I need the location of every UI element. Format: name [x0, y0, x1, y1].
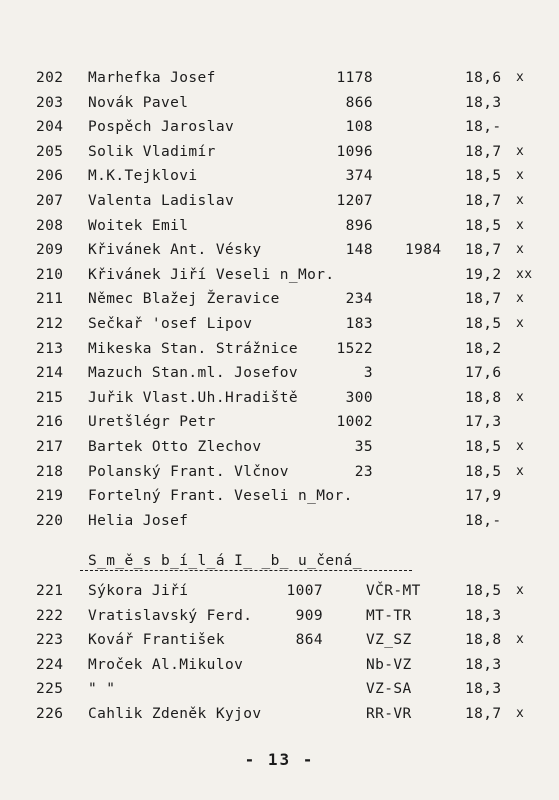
ring-number: 866 — [345, 94, 373, 111]
member-name: Polanský Frant. Vlčnov — [88, 463, 289, 480]
list-row — [0, 144, 559, 168]
member-name: Uretšlégr Petr — [88, 414, 216, 431]
ring-number: 300 — [345, 389, 373, 406]
row-number: 220 — [36, 512, 64, 529]
grade-value: 18,3 — [465, 607, 502, 624]
section-heading: S_m_ě_s b_í_l_á I_ _b_ u_čená_ — [88, 553, 362, 569]
ring-number: 108 — [345, 119, 373, 136]
member-name: Sýkora Jiří — [88, 583, 189, 599]
row-number: 213 — [36, 340, 64, 357]
grade-value: 18,8 — [465, 632, 502, 649]
member-name: Pospěch Jaroslav — [88, 119, 235, 136]
list-row — [0, 657, 559, 681]
grade-value: 17,3 — [465, 414, 502, 431]
list-row — [0, 267, 559, 291]
member-name: Cahlik Zdeněk Kyjov — [88, 706, 262, 722]
mark: x — [516, 389, 525, 405]
list-row — [0, 488, 559, 512]
grade-value: 18,7 — [465, 706, 502, 722]
member-name: Solik Vladimír — [88, 143, 216, 160]
mark: x — [516, 316, 525, 331]
mark: x — [516, 632, 525, 648]
grade-value: 18,5 — [465, 217, 502, 234]
member-name: Marhefka Josef — [88, 70, 216, 86]
grade-value: 17,9 — [465, 488, 502, 505]
ring-number: 1096 — [336, 143, 373, 160]
row-number: 217 — [36, 439, 64, 455]
member-name: Mazuch Stan.ml. Josefov — [88, 365, 298, 382]
route-code: RR-VR — [366, 706, 412, 722]
mark: x — [516, 168, 525, 184]
ring-number: 35 — [354, 439, 373, 455]
row-number: 216 — [36, 414, 64, 431]
list-row — [0, 632, 559, 656]
route-code: VČR-MT — [366, 583, 421, 599]
member-name: Mikeska Stan. Strážnice — [88, 340, 298, 357]
ring-number: 909 — [295, 607, 323, 624]
grade-value: 18,7 — [465, 193, 502, 209]
ring-number: 864 — [295, 632, 323, 649]
grade-value: 18,5 — [465, 316, 502, 332]
member-name: Juřik Vlast.Uh.Hradiště — [88, 389, 298, 406]
list-row — [0, 341, 559, 365]
row-number: 209 — [36, 242, 64, 259]
grade-value: 18,3 — [465, 94, 502, 111]
grade-value: 18,7 — [465, 242, 502, 259]
grade-value: 18,6 — [465, 70, 502, 86]
mark: x — [516, 291, 525, 307]
member-name: Bartek Otto Zlechov — [88, 439, 262, 455]
grade-value: 18,7 — [465, 291, 502, 308]
row-number: 214 — [36, 365, 64, 382]
member-name: Křivánek Ant. Vésky — [88, 242, 262, 259]
list-row — [0, 291, 559, 315]
grade-value: 18,5 — [465, 439, 502, 455]
route-code: Nb-VZ — [366, 656, 412, 673]
ring-number: 1007 — [286, 583, 323, 599]
grade-value: 17,6 — [465, 365, 502, 382]
member-name: Vratislavský Ferd. — [88, 607, 253, 624]
list-row — [0, 414, 559, 438]
row-number: 205 — [36, 143, 64, 160]
row-number: 204 — [36, 119, 64, 136]
member-name: M.K.Tejklovi — [88, 168, 198, 185]
list-row — [0, 70, 559, 94]
route-code: VZ_SZ — [366, 632, 412, 649]
member-name: Křivánek Jiří Veseli n_Mor. — [88, 266, 335, 283]
list-row — [0, 168, 559, 192]
year: 1984 — [405, 242, 442, 259]
list-row — [0, 464, 559, 488]
member-name: Sečkař 'osef Lipov — [88, 316, 253, 332]
list-row — [0, 439, 559, 463]
row-number: 210 — [36, 266, 64, 283]
mark: x — [516, 439, 525, 454]
grade-value: 18,5 — [465, 168, 502, 185]
grade-value: 18,- — [465, 512, 502, 529]
ring-number: 183 — [345, 316, 373, 332]
list-row — [0, 390, 559, 414]
ring-number: 1207 — [336, 193, 373, 209]
ring-number: 896 — [345, 217, 373, 234]
member-name: Fortelný Frant. Veseli n_Mor. — [88, 488, 353, 505]
row-number: 212 — [36, 316, 64, 332]
member-name: Kovář František — [88, 632, 225, 649]
member-name: Valenta Ladislav — [88, 193, 235, 209]
row-number: 202 — [36, 70, 64, 86]
mark: x — [516, 463, 525, 479]
mark: x — [516, 217, 525, 233]
grade-value: 18,5 — [465, 463, 502, 480]
list-row — [0, 681, 559, 705]
list-row — [0, 583, 559, 607]
ring-number: 234 — [345, 291, 373, 308]
mark: x — [516, 193, 525, 208]
ring-number: 3 — [363, 365, 373, 382]
member-name: " " — [88, 681, 116, 698]
row-number: 211 — [36, 291, 64, 308]
mark: x — [516, 706, 525, 721]
list-row — [0, 316, 559, 340]
list-row — [0, 242, 559, 266]
mark: x — [516, 70, 525, 85]
row-number: 225 — [36, 681, 64, 698]
grade-value: 18,5 — [465, 583, 502, 599]
member-name: Němec Blažej Žeravice — [88, 291, 280, 308]
row-number: 224 — [36, 656, 64, 673]
row-number: 221 — [36, 583, 64, 599]
section-underline — [80, 570, 412, 571]
list-row — [0, 119, 559, 143]
list-row — [0, 706, 559, 730]
list-row — [0, 608, 559, 632]
grade-value: 18,3 — [465, 681, 502, 698]
ring-number: 374 — [345, 168, 373, 185]
ring-number: 1002 — [336, 414, 373, 431]
row-number: 223 — [36, 632, 64, 649]
row-number: 208 — [36, 217, 64, 234]
mark: x — [516, 242, 525, 258]
list-row — [0, 513, 559, 537]
member-name: Novák Pavel — [88, 94, 189, 111]
list-row — [0, 218, 559, 242]
grade-value: 18,8 — [465, 389, 502, 406]
grade-value: 18,7 — [465, 143, 502, 160]
list-row — [0, 193, 559, 217]
row-number: 222 — [36, 607, 64, 624]
grade-value: 18,- — [465, 119, 502, 136]
member-name: Mroček Al.Mikulov — [88, 656, 244, 673]
list-row — [0, 365, 559, 389]
mark: xx — [516, 266, 533, 282]
ring-number: 148 — [345, 242, 373, 259]
row-number: 203 — [36, 94, 64, 111]
row-number: 219 — [36, 488, 64, 505]
mark: x — [516, 583, 525, 598]
ring-number: 1522 — [336, 340, 373, 357]
route-code: VZ-SA — [366, 681, 412, 698]
ring-number: 23 — [354, 463, 373, 480]
row-number: 218 — [36, 463, 64, 480]
member-name: Woitek Emil — [88, 217, 189, 234]
row-number: 207 — [36, 193, 64, 209]
route-code: MT-TR — [366, 607, 412, 624]
mark: x — [516, 143, 525, 159]
grade-value: 18,3 — [465, 656, 502, 673]
page-number: - 13 - — [244, 750, 315, 769]
member-name: Helia Josef — [88, 512, 189, 529]
row-number: 226 — [36, 706, 64, 722]
grade-value: 19,2 — [465, 266, 502, 283]
row-number: 206 — [36, 168, 64, 185]
list-row — [0, 95, 559, 119]
ring-number: 1178 — [336, 70, 373, 86]
grade-value: 18,2 — [465, 340, 502, 357]
row-number: 215 — [36, 389, 64, 406]
